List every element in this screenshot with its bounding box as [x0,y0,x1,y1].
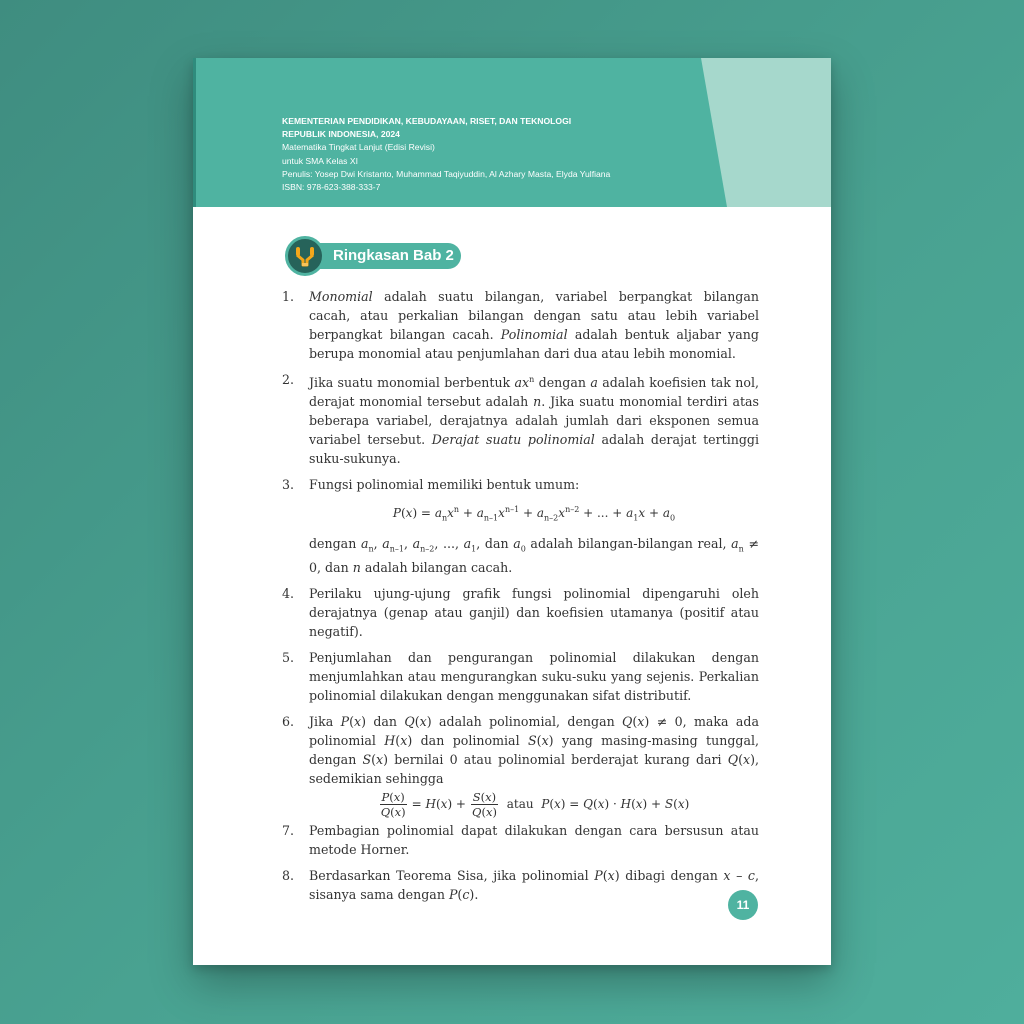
section-heading [285,236,465,276]
polynomial-formula: $P(x) = a_nx^n + a_{n-1}x^{n-1} + a_{n-2}x^{n-2}$ + ... + $a_1x + a_0$ [392,505,676,523]
list-item [282,712,759,819]
book-title-line: Matematika Tingkat Lanjut (Edisi Revisi) [282,142,435,153]
item-number: 7. [282,823,295,839]
book-page [193,58,831,965]
list-item [282,866,759,904]
item-number: 4. [282,586,295,602]
list-item [282,584,759,641]
list-item [282,370,759,468]
item-text-continued: dengan $a_n$, $a_{n-1}$, $a_{n-2}$, ..., $a_1$, dan $a_0$ adalah bilangan-bilangan real, $a_n \ne 0$, dan n adalah bilangan cacah. [309,535,759,576]
list-item [282,287,759,363]
item-text: Perilaku ujung-ujung grafik fungsi polinomial dipengaruhi oleh derajatnya (genap atau ganjil) dan koefisien utamanya (positif atau negatif). [309,586,759,640]
list-item [282,475,759,577]
book-info [282,115,722,194]
item-number: 3. [282,477,295,493]
item-text: Fungsi polinomial memiliki bentuk umum: [309,477,580,493]
item-text: Pembagian polinomial dapat dilakukan dengan cara bersusun atau metode Horner. [309,823,759,858]
header-stripe [193,58,196,207]
item-text: Jika P(x) dan Q(x) adalah polinomial, dengan Q(x) ≠ 0, maka ada polinomial H(x) dan polinomial S(x) yang masing-masing tunggal, dengan S(x) bernilai 0 atau polinomial berderajat kurang dari Q(x), sedemikian sehingga [309,714,760,787]
publisher-line: KEMENTERIAN PENDIDIKAN, KEBUDAYAAN, RISET, DAN TEKNOLOGI [282,116,572,126]
section-title: Ringkasan Bab 2 [333,247,454,264]
authors-line: Penulis: Yosep Dwi Kristanto, Muhammad Taqiyuddin, Al Azhary Masta, Elyda Yulfiana [282,168,611,179]
division-formula: $\frac{P(x)}{Q(x)}$ = H(x) + $\frac{S(x)}{Q(x)}$ atau P(x) = Q(x) · H(x) + S(x) [380,790,690,820]
item-number: 6. [282,714,295,730]
item-number: 8. [282,868,295,884]
item-text: Berdasarkan Teorema Sisa, jika polinomial P(x) dibagi dengan x – c, sisanya sama dengan P(c). [309,868,759,903]
page-number: 11 [728,890,758,920]
book-level-line: untuk SMA Kelas XI [282,155,358,166]
list-item [282,648,759,705]
summary-list [282,287,759,911]
item-number: 5. [282,650,295,666]
item-text: Monomial adalah suatu bilangan, variabel berpangkat bilangan cacah, atau perkalian bilangan dengan satu atau lebih variabel berpangkat bilangan cacah. Polinomial adalah bentuk aljabar yang berupa monomial atau penjumlahan dari dua atau lebih monomial. [309,289,759,361]
publisher-year-line: REPUBLIK INDONESIA, 2024 [282,129,400,140]
item-number: 2. [282,372,295,387]
list-item [282,821,759,859]
isbn-line: ISBN: 978-623-388-333-7 [282,182,381,193]
item-text: Penjumlahan dan pengurangan polinomial dilakukan dengan menjumlahkan atau mengurangkan suku-suku yang sejenis. Perkalian polinomial dilakukan dengan menggunakan sifat distributif. [309,650,759,704]
item-text: Jika suatu monomial berbentuk $ax^n$ dengan a adalah koefisien tak nol, derajat monomial tersebut adalah n. Jika suatu monomial terdiri atas beberapa variabel, derajatnya adalah jumlah dari eksponen semua variabel tersebut. Derajat suatu polinomial adalah derajat tertinggi suku-sukunya. [309,375,759,467]
item-number: 1. [282,289,295,304]
hands-icon [285,236,325,276]
